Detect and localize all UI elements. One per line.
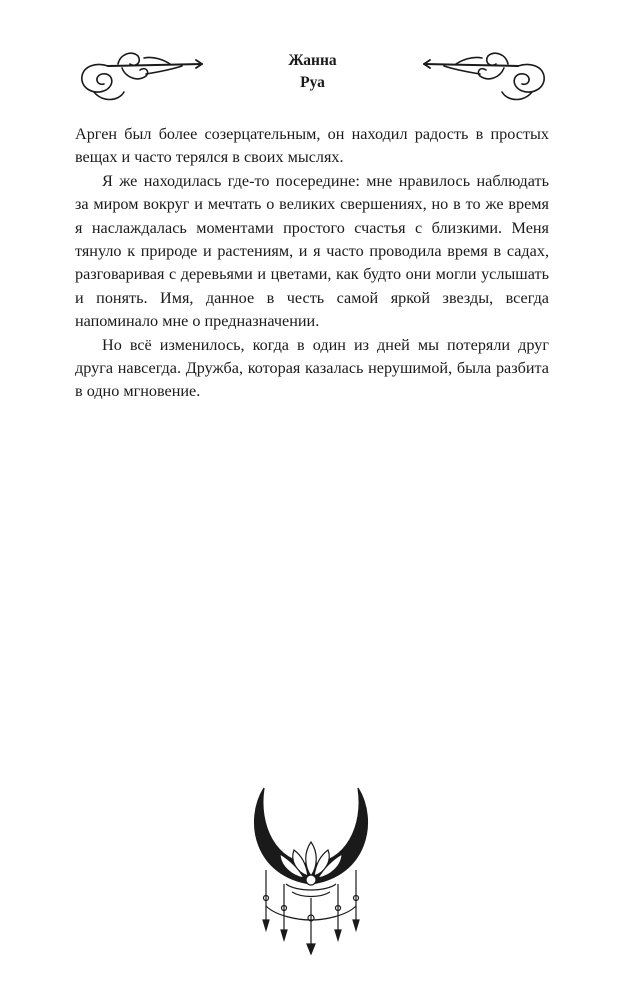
flourish-right-icon [402, 48, 552, 104]
paragraph-1: Арген был более созерцательным, он находил радость в простых вещах и часто терялся в своих мыслях. [75, 125, 549, 167]
paragraph-2: Я же находилась где-то посередине: мне нравилось наблюдать за миром вокруг и мечтать о великих свершениях, но в то же время я наслаждалась моментами простого счастья с близкими. Меня тянуло к природе и растениям, и я часто проводила время в садах, разговаривая с деревьями и цветами, как будто они могли услышать и понять. Имя, данное в честь самой яркой звезды, всегда напоминало мне о предназначении. [75, 171, 549, 331]
paragraph-3: Но всё изменилось, когда в один из дней мы потеряли друг друга навсегда. Дружба, которая казалась нерушимой, была разбита в одно мгновение. [75, 335, 549, 401]
body-text [75, 123, 549, 404]
crescent-moon-ornament-icon [246, 780, 376, 955]
author-first-name: Жанна [288, 52, 337, 69]
running-header [0, 48, 625, 108]
author-last-name: Руа [300, 74, 325, 91]
